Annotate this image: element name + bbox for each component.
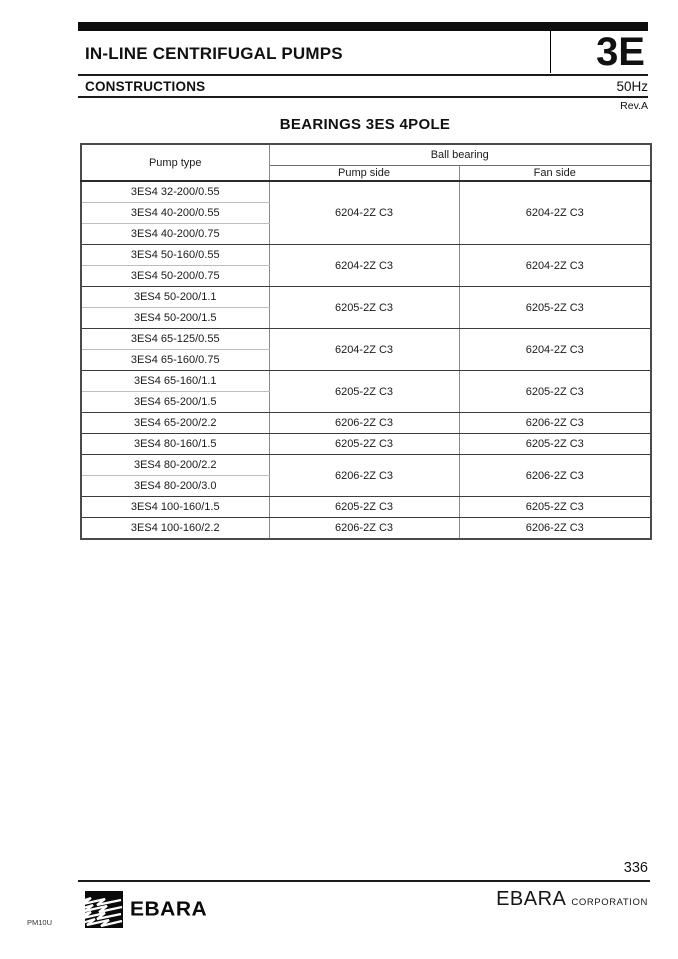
page-number: 336	[623, 860, 648, 876]
section-code-box	[550, 31, 647, 73]
table-row	[81, 287, 651, 308]
pump-type-cell: 3ES4 65-125/0.55	[81, 329, 269, 350]
fan-side-bearing-cell: 6204-2Z C3	[459, 329, 651, 371]
bearings-table	[80, 143, 652, 540]
fan-side-bearing-cell: 6206-2Z C3	[459, 455, 651, 497]
footer-company	[496, 888, 648, 911]
table-row	[81, 413, 651, 434]
fan-side-bearing-cell: 6205-2Z C3	[459, 434, 651, 455]
revision-label: Rev.A	[620, 100, 648, 112]
pump-side-bearing-cell: 6204-2Z C3	[269, 181, 459, 245]
ebara-logo	[75, 891, 207, 928]
col-header-pump-side: Pump side	[269, 166, 459, 182]
pump-type-cell: 3ES4 32-200/0.55	[81, 181, 269, 203]
pump-type-cell: 3ES4 65-200/2.2	[81, 413, 269, 434]
pump-side-bearing-cell: 6206-2Z C3	[269, 413, 459, 434]
section-title: CONSTRUCTIONS	[85, 79, 206, 94]
pump-type-cell: 3ES4 65-200/1.5	[81, 392, 269, 413]
pump-side-bearing-cell: 6206-2Z C3	[269, 455, 459, 497]
pump-side-bearing-cell: 6205-2Z C3	[269, 371, 459, 413]
fan-side-bearing-cell: 6206-2Z C3	[525, 522, 584, 534]
company-name: EBARA	[496, 888, 567, 910]
pump-side-bearing-cell: 6205-2Z C3	[269, 287, 459, 329]
pump-type-cell: 3ES4 50-200/1.5	[81, 308, 269, 329]
table-row	[81, 371, 651, 392]
table-row	[81, 181, 651, 203]
pump-type-cell: 3ES4 50-200/1.1	[81, 287, 269, 308]
pump-type-cell: 3ES4 50-160/0.55	[81, 245, 269, 266]
col-header-ball-bearing: Ball bearing	[269, 144, 651, 166]
footer-rule	[78, 880, 650, 882]
pump-type-cell: 3ES4 80-160/1.5	[81, 434, 269, 455]
ebara-logo-icon	[75, 891, 123, 928]
table-row	[81, 329, 651, 350]
pump-type-cell: 3ES4 100-160/1.5	[81, 497, 269, 518]
pump-type-cell: 3ES4 80-200/2.2	[81, 455, 269, 476]
table-row	[81, 455, 651, 476]
col-header-fan-side: Fan side	[459, 166, 651, 182]
company-suffix: CORPORATION	[571, 897, 648, 908]
pump-side-bearing-cell: 6204-2Z C3	[269, 329, 459, 371]
pump-type-cell: 3ES4 40-200/0.75	[81, 224, 269, 245]
pump-type-cell: 3ES4 80-200/3.0	[81, 476, 269, 497]
header-bar	[78, 22, 648, 31]
pump-side-bearing-cell: 6204-2Z C3	[269, 245, 459, 287]
header-row-1	[81, 144, 651, 166]
pump-type-cell: 3ES4 65-160/0.75	[81, 350, 269, 371]
fan-side-bearing-cell: 6204-2Z C3	[459, 245, 651, 287]
col-header-pump-type: Pump type	[81, 144, 269, 181]
pump-type-cell: 3ES4 50-200/0.75	[81, 266, 269, 287]
pump-side-bearing-cell: 6205-2Z C3	[269, 434, 459, 455]
bearings-table-header	[81, 144, 651, 181]
document-title: IN-LINE CENTRIFUGAL PUMPS	[85, 44, 343, 63]
pump-side-bearing-cell: 6205-2Z C3	[269, 497, 459, 518]
fan-side-bearing-cell: 6205-2Z C3	[459, 287, 651, 329]
table-row	[81, 518, 651, 540]
pump-type-cell: 3ES4 40-200/0.55	[81, 203, 269, 224]
table-title: BEARINGS 3ES 4POLE	[279, 116, 451, 133]
frequency-label: 50Hz	[616, 79, 648, 94]
fan-side-bearing-cell: 6204-2Z C3	[459, 181, 651, 245]
pump-type-cell: 3ES4 100-160/2.2	[81, 518, 269, 540]
pump-side-bearing-cell: 6206-2Z C3	[269, 518, 459, 540]
section-divider	[78, 96, 648, 98]
table-row	[81, 497, 651, 518]
fan-side-bearing-cell: 6205-2Z C3	[459, 371, 651, 413]
header-divider	[78, 74, 648, 76]
section-code: 3E	[596, 30, 645, 74]
pump-type-cell: 3ES4 65-160/1.1	[81, 371, 269, 392]
table-row	[81, 245, 651, 266]
doc-code: PM10U	[27, 918, 53, 927]
fan-side-bearing-cell: 6205-2Z C3	[459, 497, 651, 518]
bearings-table-body	[81, 181, 651, 539]
table-row	[81, 434, 651, 455]
fan-side-bearing-cell: 6206-2Z C3	[459, 413, 651, 434]
ebara-logo-text: EBARA	[130, 898, 208, 920]
